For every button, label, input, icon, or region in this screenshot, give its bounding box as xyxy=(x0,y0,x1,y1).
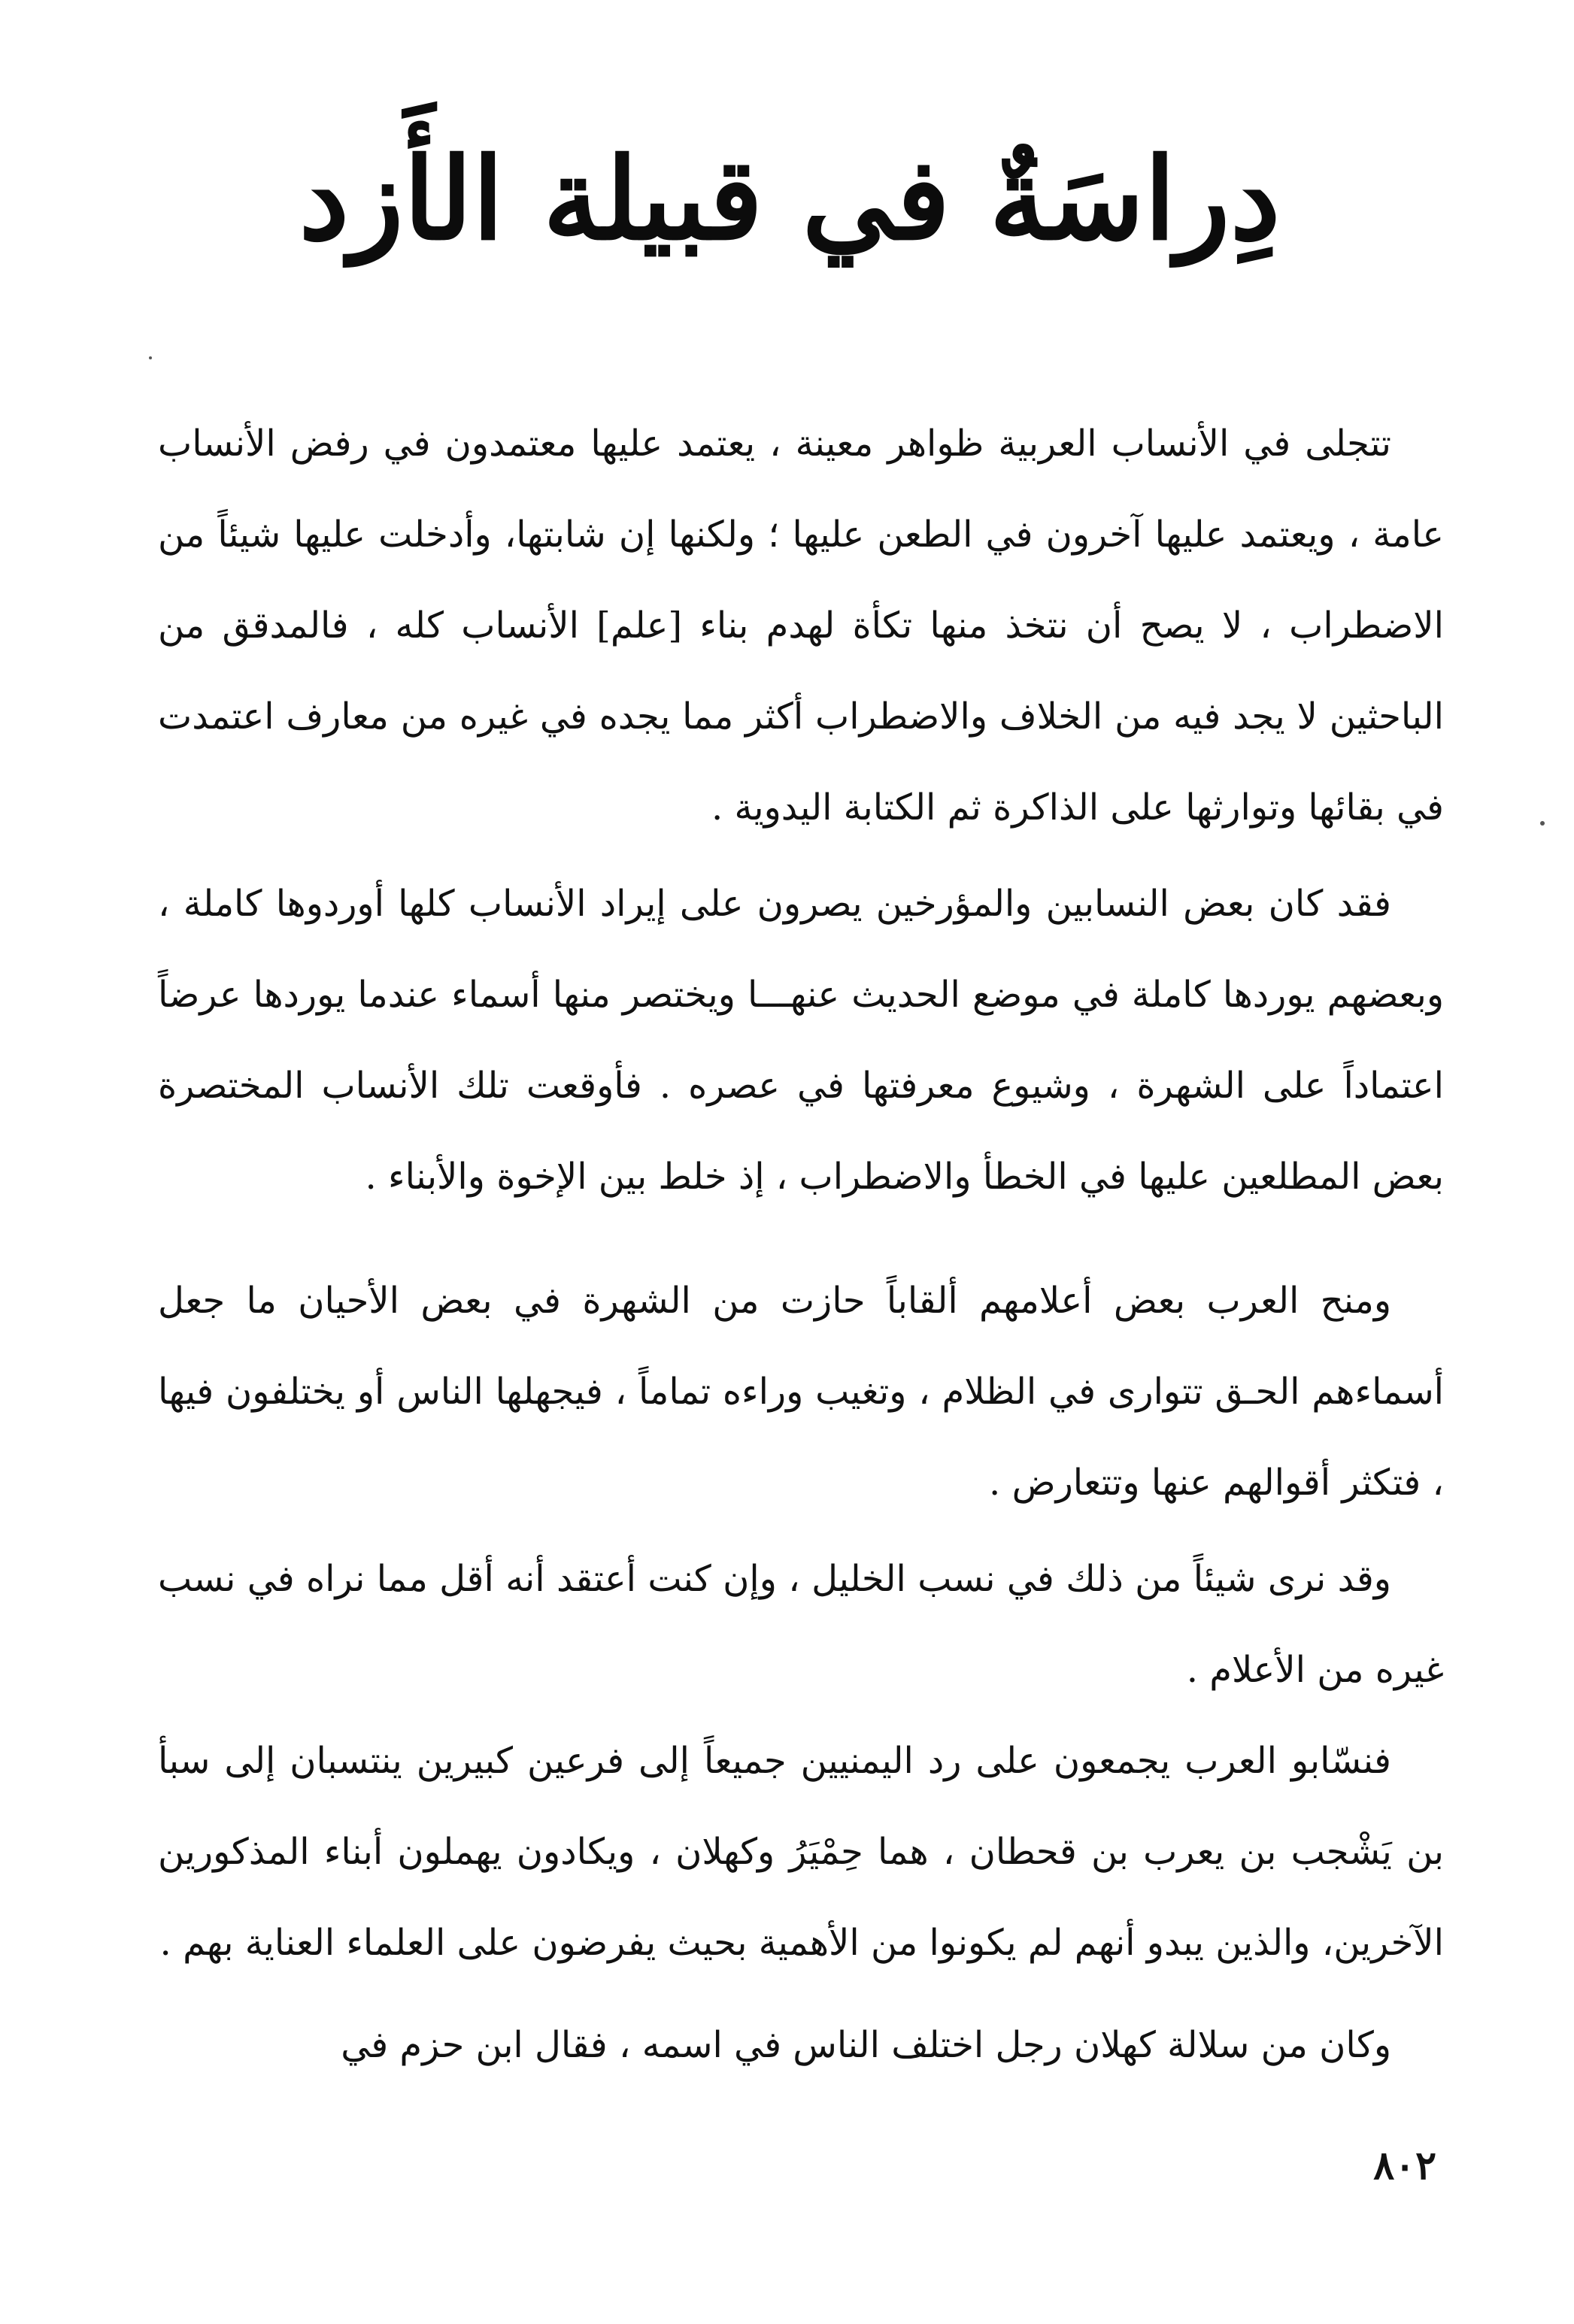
article-body xyxy=(158,398,1444,2091)
paragraph: ومنح العرب بعض أعلامهم ألقاباً حازت من الشهرة في بعض الأحيان ما جعل أسماءهم الحـق تتوارى في الظلام ، وتغيب وراءه تماماً ، فيجهلها الناس أو يختلفون فيها ، فتكثر أقوالهم عنها وتتعارض . xyxy=(158,1280,1444,1504)
paragraph: وقد نرى شيئاً من ذلك في نسب الخليل ، وإن كنت أعتقد أنه أقل مما نراه في نسب غيره من الأعلام . xyxy=(158,1558,1444,1691)
paragraph: تتجلى في الأنساب العربية ظواهر معينة ، يعتمد عليها معتمدون في رفض الأنساب عامة ، ويعتمد عليها آخرون في الطعن عليها ؛ ولكنها إن شابتها، وأدخلت عليها شيئاً من الاضطراب ، لا يصح أن نتخذ منها تكأة لهدم بناء [علم] الأنساب كله ، فالمدقق من الباحثين لا يجد فيه من الخلاف والاضطراب أكثر مما يجده في غيره من معارف اعتمدت في بقائها وتوارثها على الذاكرة ثم الكتابة اليدوية . xyxy=(158,423,1445,829)
scan-speck xyxy=(149,356,152,359)
scan-speck xyxy=(1540,821,1545,826)
paragraph: فنسّابو العرب يجمعون على رد اليمنيين جميعاً إلى فرعين كبيرين ينتسبان إلى سبأ بن يَشْجب بن يعرب بن قحطان ، هما حِمْيَرُ وكهلان ، ويكادون يهملون أبناء المذكورين الآخرين، والذين يبدو أنهم لم يكونوا من الأهمية بحيث يفرضون على العلماء العناية بهم . xyxy=(158,1740,1444,1964)
page-number: ٨٠٢ xyxy=(1373,2143,1436,2189)
article-title: دِراسَةٌ في قبيلة الأَزد xyxy=(299,133,1281,265)
paragraph: فقد كان بعض النسابين والمؤرخين يصرون على إيراد الأنساب كلها أوردوها كاملة ، وبعضهم يوردها كاملة في موضع الحديث عنهـــا ويختصر منها أسماء عندما يوردها عرضاً اعتماداً على الشهرة ، وشيوع معرفتها في عصره . فأوقعت تلك الأنساب المختصرة بعض المطلعين عليها في الخطأ والاضطراب ، إذ خلط بين الإخوة والأبناء . xyxy=(158,883,1444,1198)
paragraph: وكان من سلالة كهلان رجل اختلف الناس في اسمه ، فقال ابن حزم في xyxy=(341,2024,1391,2066)
